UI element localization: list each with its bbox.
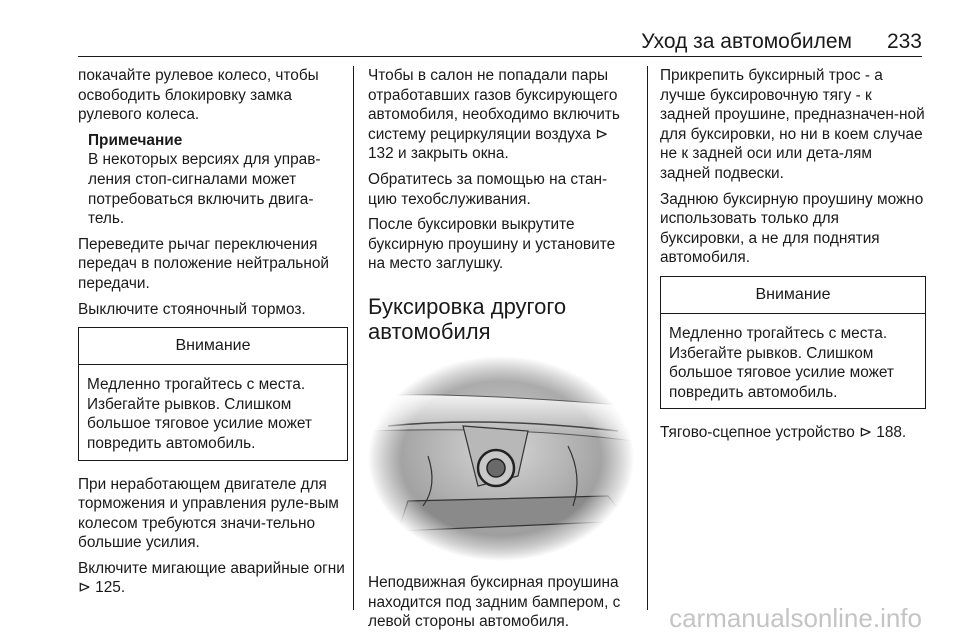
paragraph: Включите мигающие аварийные огни ⊳ 125. bbox=[78, 559, 345, 597]
warning-box bbox=[660, 276, 926, 409]
paragraph: Чтобы в салон не попадали пары отработавших газов буксирующего автомобиля, необходимо включить систему рециркуляции воздуха ⊳ 132 и закрыть окна. bbox=[368, 67, 620, 163]
paragraph: Прикрепить буксирный трос - а лучше буксировочную тягу - к задней проушине, предназначен-ной для буксировки, но ни в коем случае не к задней оси или дета-лям задней подвески. bbox=[660, 67, 925, 182]
paragraph: Выключите стояночный тормоз. bbox=[78, 300, 306, 318]
paragraph: Переведите рычаг переключения передач в положение нейтральной передачи. bbox=[78, 235, 329, 292]
column-left bbox=[78, 66, 348, 604]
column-divider bbox=[353, 66, 354, 610]
paragraph: При неработающем двигателе для торможения и управления руле-вым колесом требуются значи-тельно большие усилия. bbox=[78, 475, 339, 552]
paragraph: Заднюю буксирную проушину можно использовать только для буксировки, а не для поднятия автомобиля. bbox=[660, 190, 924, 267]
column-right bbox=[660, 66, 926, 449]
note-block bbox=[88, 131, 348, 229]
warning-text: Медленно трогайтесь с места. Избегайте рывков. Слишком большое тяговое усилие может повредить автомобиль. bbox=[669, 324, 894, 401]
section-heading: Буксировка другого автомобиля bbox=[368, 293, 567, 344]
page-number: 233 bbox=[886, 30, 922, 53]
warning-text: Медленно трогайтесь с места. Избегайте рывков. Слишком большое тяговое усилие может повредить автомобиль. bbox=[87, 376, 312, 452]
figure-caption: Неподвижная буксирная проушина находится под задним бампером, с левой стороны автомобиля. bbox=[368, 573, 621, 631]
warning-title: Внимание bbox=[661, 277, 925, 314]
paragraph: покачайте рулевое колесо, чтобы освободить блокировку замка рулевого колеса. bbox=[78, 67, 319, 124]
page-header bbox=[78, 30, 922, 57]
paragraph: После буксировки выкрутите буксирную проушину и установите на место заглушку. bbox=[368, 216, 616, 273]
column-divider bbox=[647, 66, 648, 610]
column-middle bbox=[368, 66, 634, 638]
watermark: carmanualsonline.info bbox=[669, 603, 922, 633]
note-title: Примечание bbox=[88, 131, 183, 149]
page-title: Уход за автомобилем bbox=[641, 30, 852, 53]
warning-box bbox=[78, 327, 348, 460]
paragraph: Тягово-сцепное устройство ⊳ 188. bbox=[660, 424, 907, 442]
paragraph: Обратитесь за помощью на стан-цию техобслуживания. bbox=[368, 170, 608, 208]
towing-eye-illustration bbox=[368, 356, 634, 561]
warning-title: Внимание bbox=[79, 328, 347, 365]
note-text: В некоторых версиях для управ-ления стоп-сигналами может потребоваться включить двига-тель. bbox=[88, 151, 321, 228]
